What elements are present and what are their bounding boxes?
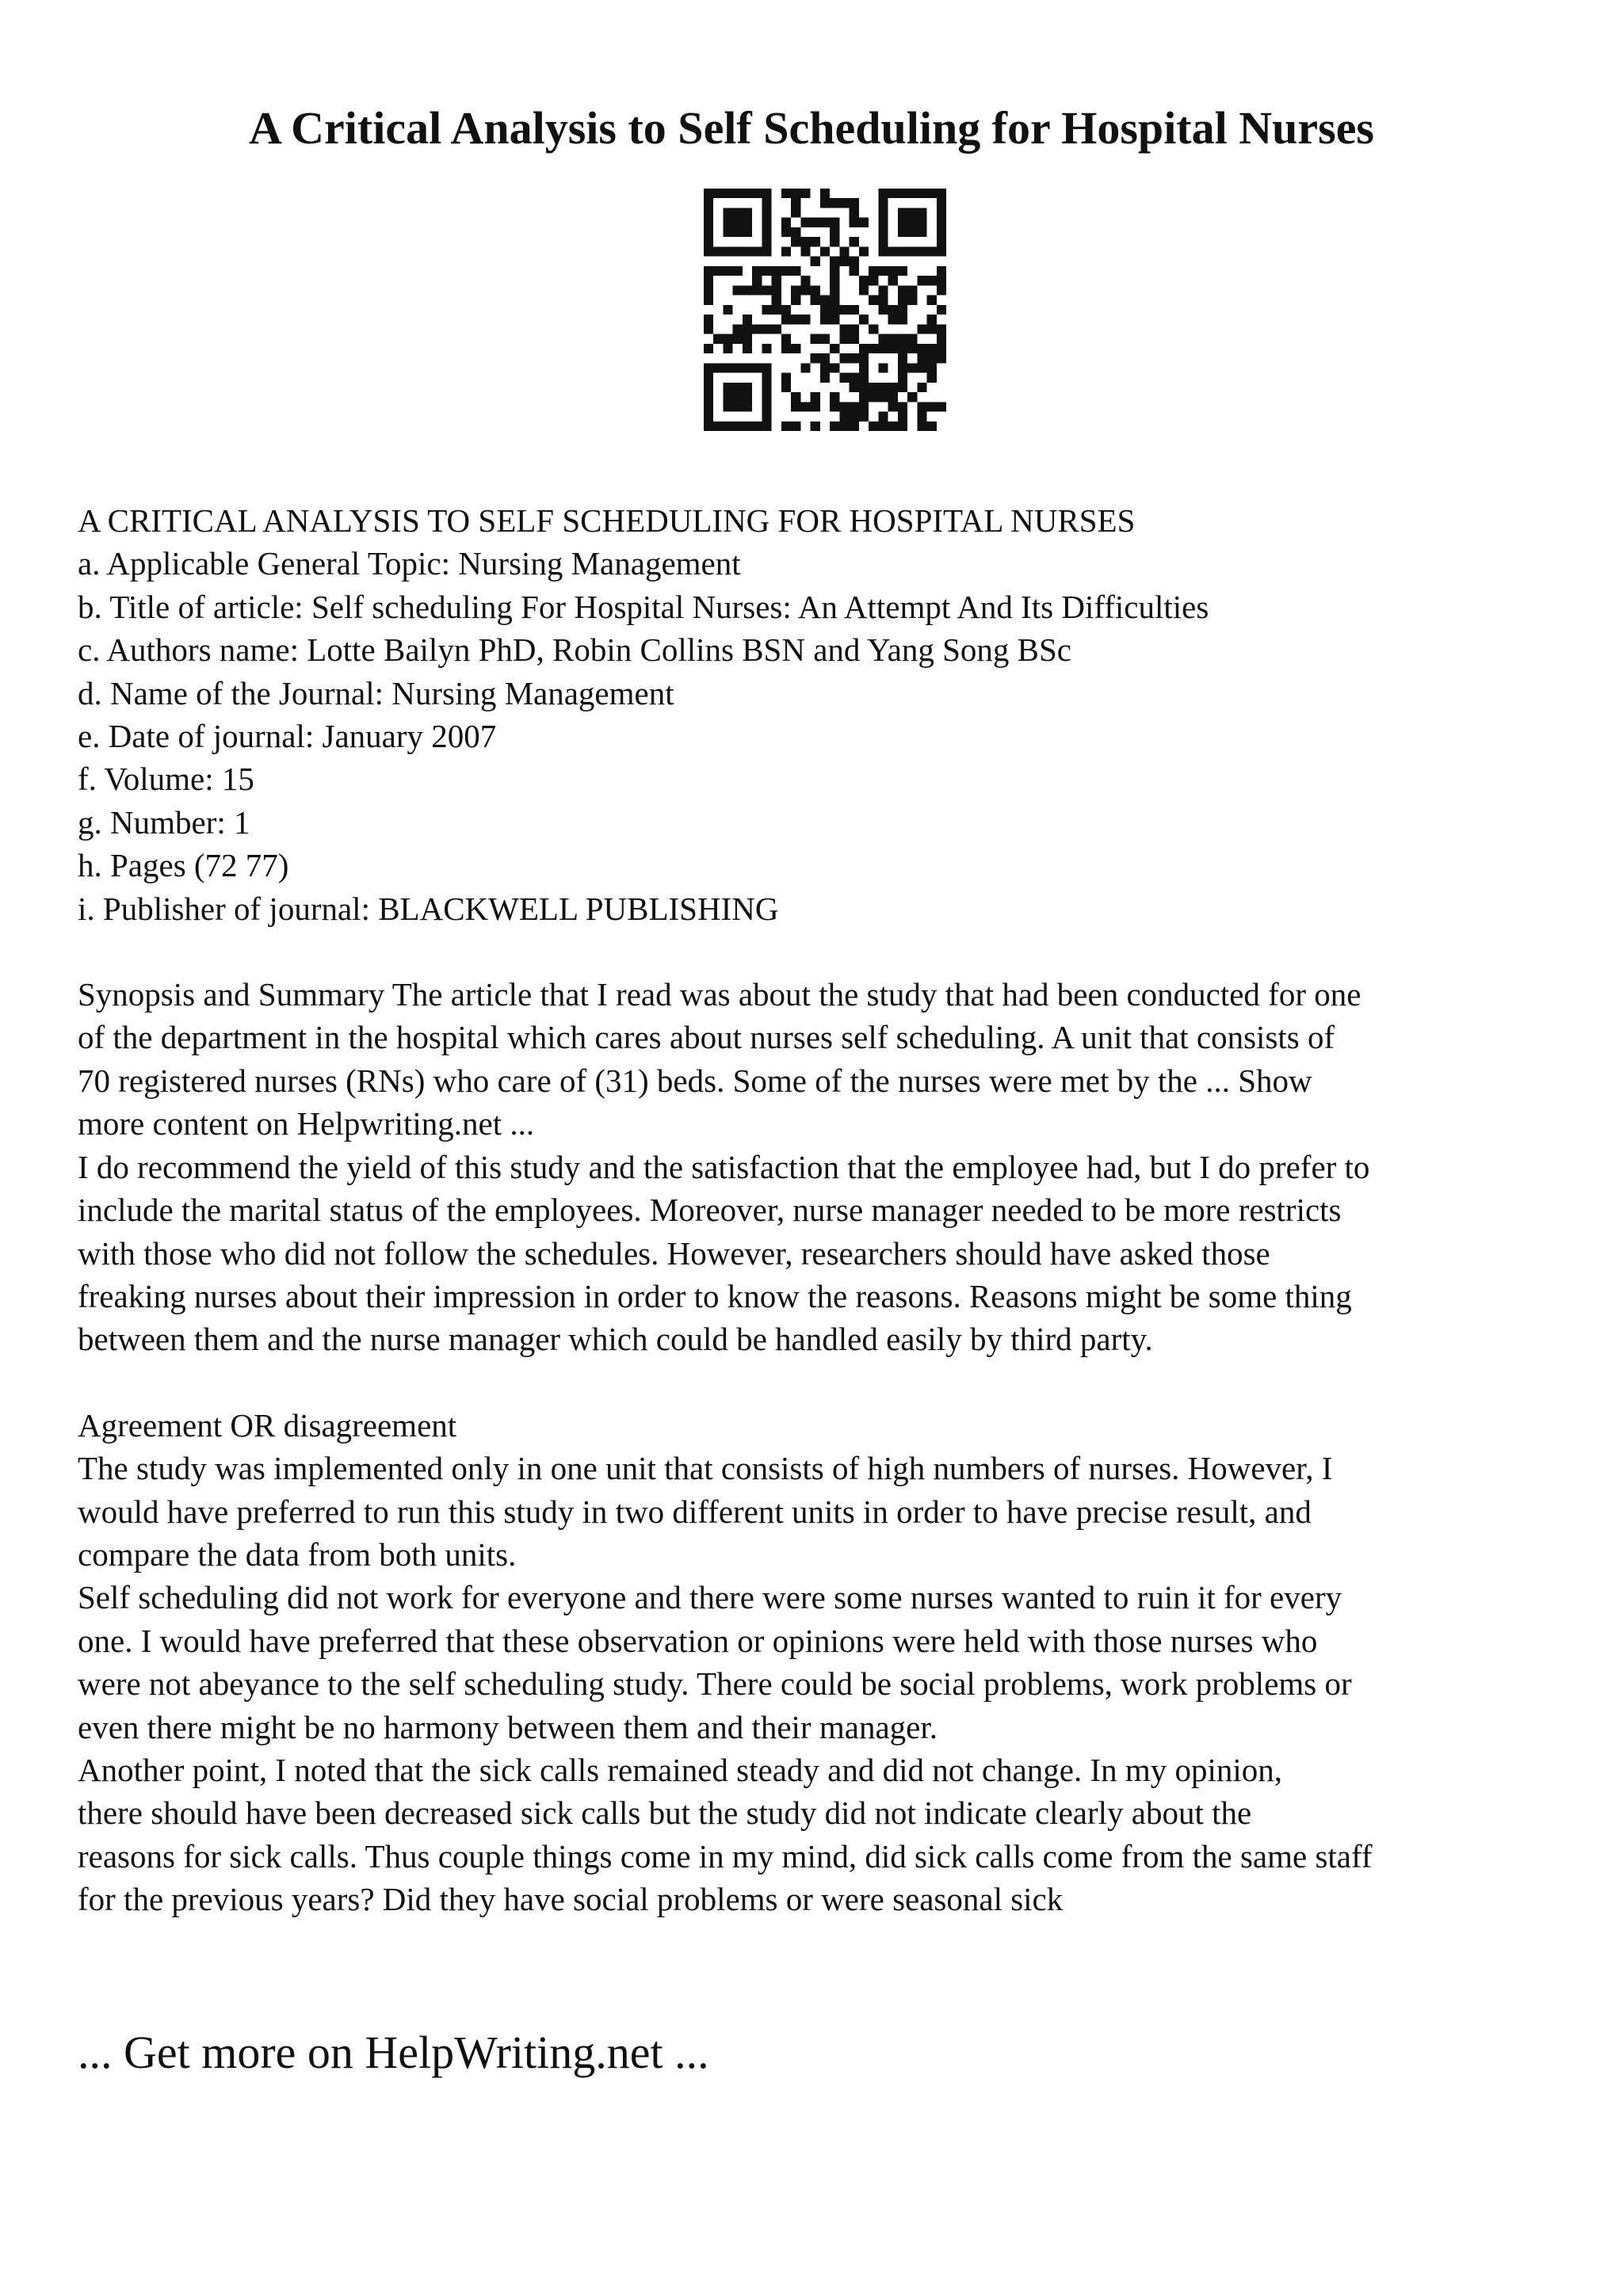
spacer bbox=[78, 930, 1568, 973]
agreement-line: Another point, I noted that the sick calls remained steady and did not change. In my opinion, bbox=[78, 1751, 1283, 1788]
agreement-paragraph-3 bbox=[78, 1749, 1568, 1921]
recommend-paragraph bbox=[78, 1146, 1568, 1361]
agreement-line: reasons for sick calls. Thus couple things come in my mind, did sick calls come from the same staff bbox=[78, 1837, 1373, 1875]
agreement-line: were not abeyance to the self scheduling study. There could be social problems, work problems or bbox=[78, 1665, 1352, 1703]
synopsis-line: 70 registered nurses (RNs) who care of (31) beds. Some of the nurses were met by the ... Show bbox=[78, 1062, 1312, 1099]
agreement-line: one. I would have preferred that these observation or opinions were held with those nurses who bbox=[78, 1622, 1318, 1659]
document-title: A Critical Analysis to Self Scheduling for Hospital Nurses bbox=[248, 102, 1375, 154]
meta-publisher: i. Publisher of journal: BLACKWELL PUBLISHING bbox=[78, 890, 779, 927]
meta-pages: h. Pages (72 77) bbox=[78, 847, 289, 884]
heading-caps: A CRITICAL ANALYSIS TO SELF SCHEDULING FOR HOSPITAL NURSES bbox=[78, 502, 1136, 539]
agreement-line: for the previous years? Did they have social problems or were seasonal sick bbox=[78, 1881, 1064, 1918]
meta-date: e. Date of journal: January 2007 bbox=[78, 718, 497, 755]
get-more-link[interactable]: ... Get more on HelpWriting.net ... bbox=[78, 2027, 709, 2078]
recommend-line: freaking nurses about their impression in order to know the reasons. Reasons might be some thing bbox=[78, 1277, 1352, 1314]
meta-topic: a. Applicable General Topic: Nursing Management bbox=[78, 545, 741, 582]
agreement-line: even there might be no harmony between them and their manager. bbox=[78, 1708, 938, 1745]
recommend-line: include the marital status of the employees. Moreover, nurse manager needed to be more restricts bbox=[78, 1192, 1342, 1229]
synopsis-paragraph bbox=[78, 973, 1568, 1146]
recommend-line: between them and the nurse manager which could be handled easily by third party. bbox=[78, 1321, 1153, 1358]
qr-code-icon bbox=[704, 189, 946, 431]
spacer bbox=[78, 1361, 1568, 1404]
article-metadata bbox=[78, 542, 1568, 930]
meta-article-title: b. Title of article: Self scheduling For Hospital Nurses: An Attempt And Its Difficulties bbox=[78, 588, 1209, 625]
synopsis-line: Synopsis and Summary The article that I read was about the study that had been conducted for one bbox=[78, 976, 1361, 1013]
recommend-line: with those who did not follow the schedules. However, researchers should have asked those bbox=[78, 1234, 1270, 1272]
meta-journal: d. Name of the Journal: Nursing Management bbox=[78, 674, 674, 711]
agreement-line: there should have been decreased sick calls but the study did not indicate clearly about the bbox=[78, 1794, 1252, 1832]
document-body bbox=[78, 499, 1568, 1921]
meta-volume: f. Volume: 15 bbox=[78, 761, 254, 798]
agreement-paragraph-2 bbox=[78, 1576, 1568, 1749]
synopsis-line: of the department in the hospital which cares about nurses self scheduling. A unit that consists of bbox=[78, 1019, 1335, 1056]
agreement-line: Self scheduling did not work for everyone and there were some nurses wanted to ruin it for every bbox=[78, 1579, 1342, 1616]
recommend-line: I do recommend the yield of this study and the satisfaction that the employee had, but I do prefer to bbox=[78, 1148, 1370, 1185]
agreement-heading: Agreement OR disagreement bbox=[78, 1406, 457, 1444]
agreement-line: The study was implemented only in one unit that consists of high numbers of nurses. However, I bbox=[78, 1450, 1333, 1487]
agreement-line: would have preferred to run this study in two different units in order to have precise result, and bbox=[78, 1493, 1312, 1530]
agreement-line: compare the data from both units. bbox=[78, 1535, 517, 1573]
agreement-paragraph-1 bbox=[78, 1447, 1568, 1576]
meta-number: g. Number: 1 bbox=[78, 803, 250, 841]
meta-authors: c. Authors name: Lotte Bailyn PhD, Robin Collins BSN and Yang Song BSc bbox=[78, 631, 1071, 669]
show-more-link[interactable]: more content on Helpwriting.net ... bbox=[78, 1105, 535, 1142]
